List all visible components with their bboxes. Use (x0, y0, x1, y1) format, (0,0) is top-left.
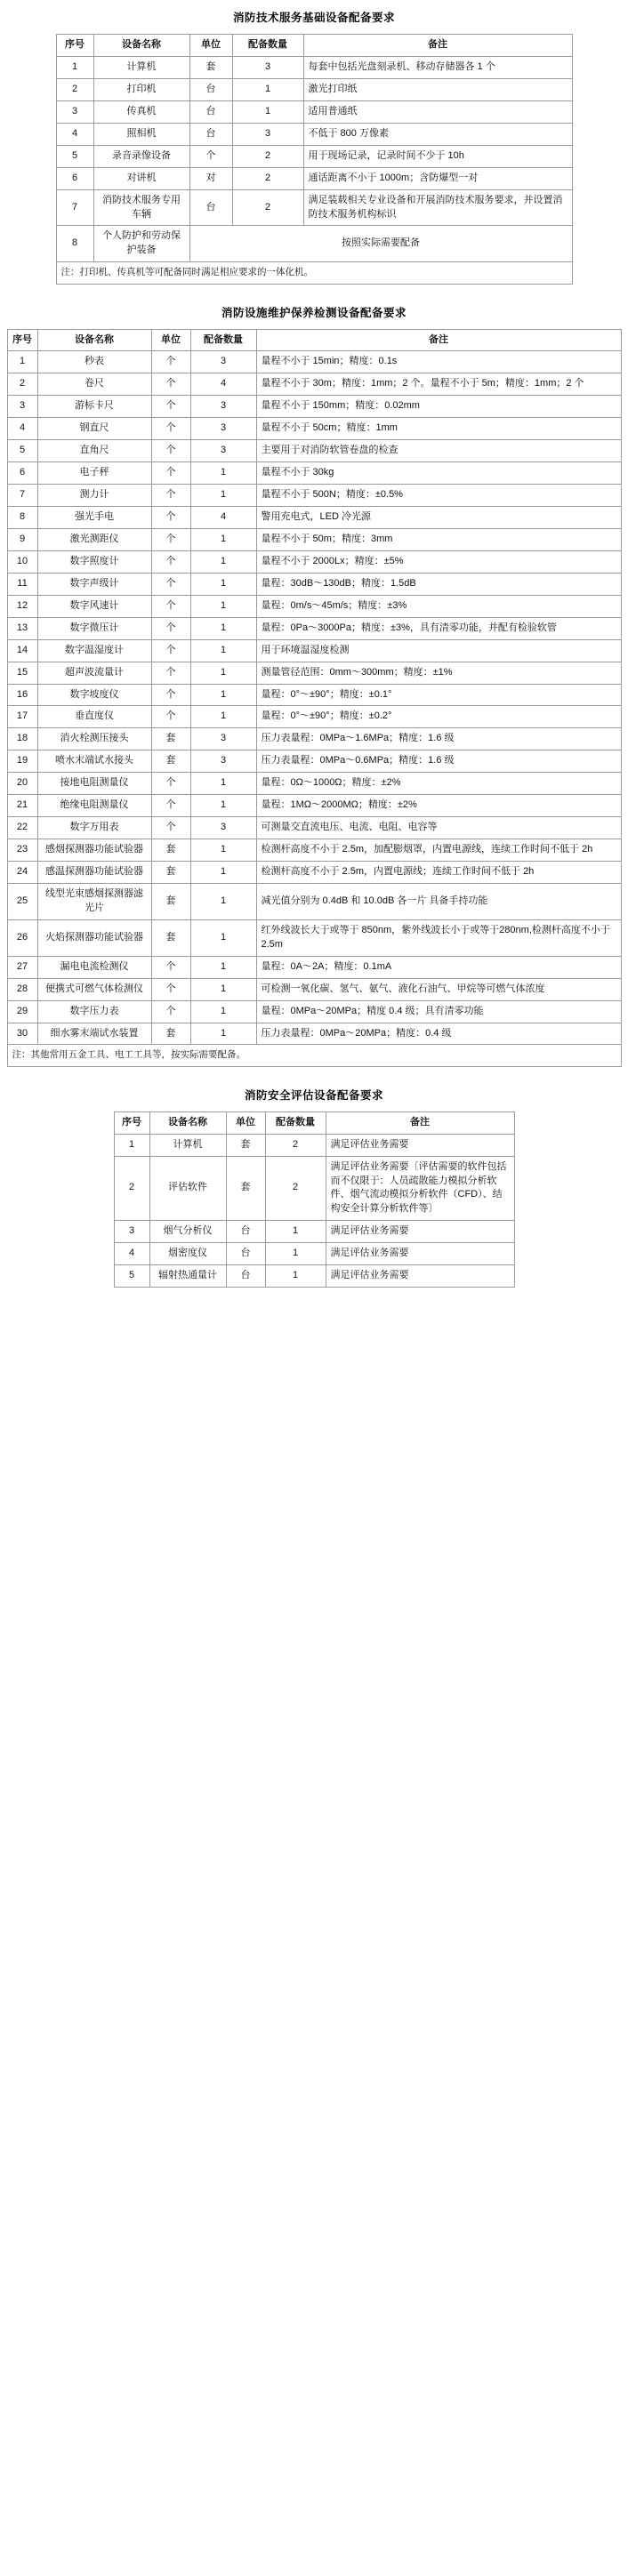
cell-quantity: 3 (232, 56, 303, 78)
cell-index: 1 (114, 1134, 149, 1156)
cell-remark: 量程：0MPa～20MPa；精度 0.4 级；具有清零功能 (256, 1000, 621, 1023)
cell-name: 激光测距仪 (37, 528, 151, 550)
cell-index: 5 (7, 440, 37, 462)
cell-quantity: 1 (190, 883, 256, 919)
cell-name: 数字风速计 (37, 595, 151, 617)
table-row (114, 1243, 514, 1265)
cell-unit: 个 (151, 528, 190, 550)
table-wrapper-2 (0, 329, 628, 1067)
col-header-name: 设备名称 (93, 35, 189, 57)
cell-index: 25 (7, 883, 37, 919)
cell-quantity: 1 (190, 795, 256, 817)
cell-quantity: 4 (190, 507, 256, 529)
cell-unit: 套 (151, 839, 190, 862)
col-header-remark: 备注 (326, 1111, 514, 1134)
cell-unit: 个 (151, 550, 190, 573)
cell-quantity: 3 (232, 123, 303, 145)
table-row (7, 839, 621, 862)
col-header-unit: 单位 (151, 329, 190, 351)
cell-unit: 个 (151, 573, 190, 595)
cell-unit: 台 (189, 189, 232, 226)
table-row (7, 418, 621, 440)
cell-unit: 个 (151, 817, 190, 839)
cell-index: 15 (7, 662, 37, 684)
cell-unit: 个 (151, 440, 190, 462)
col-header-unit: 单位 (226, 1111, 265, 1134)
cell-unit: 个 (189, 145, 232, 167)
cell-unit: 台 (226, 1221, 265, 1243)
cell-quantity: 1 (190, 956, 256, 978)
cell-unit: 个 (151, 595, 190, 617)
cell-unit: 个 (151, 684, 190, 706)
cell-quantity: 1 (190, 573, 256, 595)
cell-name: 评估软件 (149, 1156, 226, 1221)
cell-quantity: 1 (190, 862, 256, 884)
cell-remark: 量程：0Pa～3000Pa；精度：±3%，具有清零功能，并配有检验软管 (256, 617, 621, 639)
table-row (114, 1156, 514, 1221)
cell-index: 5 (114, 1265, 149, 1288)
cell-name: 消防技术服务专用车辆 (93, 189, 189, 226)
cell-name: 漏电电流检测仪 (37, 956, 151, 978)
table-row (56, 145, 572, 167)
cell-name: 录音录像设备 (93, 145, 189, 167)
cell-index: 8 (56, 226, 93, 262)
cell-unit: 个 (151, 639, 190, 662)
cell-remark: 量程不小于 30m；精度：1mm；2 个。量程不小于 5m；精度：1mm；2 个 (256, 373, 621, 396)
cell-name: 感温探测器功能试验器 (37, 862, 151, 884)
cell-quantity: 1 (190, 706, 256, 728)
cell-index: 16 (7, 684, 37, 706)
table-row (7, 728, 621, 750)
cell-index: 3 (7, 396, 37, 418)
table-row (7, 595, 621, 617)
cell-name: 细水雾末端试水装置 (37, 1023, 151, 1045)
cell-name: 钢直尺 (37, 418, 151, 440)
cell-unit: 套 (151, 728, 190, 750)
cell-unit: 台 (226, 1243, 265, 1265)
cell-name: 卷尺 (37, 373, 151, 396)
cell-remark: 减光值分别为 0.4dB 和 10.0dB 各一片 具备手持功能 (256, 883, 621, 919)
table-row (7, 862, 621, 884)
table-row (7, 773, 621, 795)
cell-index: 7 (7, 485, 37, 507)
col-header-quantity: 配备数量 (265, 1111, 326, 1134)
col-header-remark: 备注 (256, 329, 621, 351)
cell-name: 数字压力表 (37, 1000, 151, 1023)
cell-unit: 个 (151, 485, 190, 507)
cell-remark: 量程：0m/s～45m/s；精度：±3% (256, 595, 621, 617)
cell-index: 3 (56, 100, 93, 123)
cell-quantity: 1 (190, 462, 256, 485)
cell-name: 直角尺 (37, 440, 151, 462)
cell-unit: 个 (151, 956, 190, 978)
cell-remark: 不低于 800 万像素 (303, 123, 572, 145)
section-title-3: 消防安全评估设备配备要求 (244, 1088, 383, 1102)
cell-name: 数字温湿度计 (37, 639, 151, 662)
cell-quantity: 1 (265, 1265, 326, 1288)
cell-index: 13 (7, 617, 37, 639)
cell-remark: 测量管径范围：0mm～300mm；精度：±1% (256, 662, 621, 684)
cell-index: 28 (7, 978, 37, 1000)
cell-unit: 套 (226, 1134, 265, 1156)
document-page (0, 9, 628, 1304)
cell-unit: 个 (151, 462, 190, 485)
cell-index: 20 (7, 773, 37, 795)
cell-unit: 个 (151, 396, 190, 418)
cell-unit: 个 (151, 351, 190, 373)
cell-name: 接地电阻测量仪 (37, 773, 151, 795)
cell-index: 19 (7, 750, 37, 773)
table-row (56, 189, 572, 226)
cell-remark: 按照实际需要配备 (189, 226, 572, 262)
table-row (7, 750, 621, 773)
table-row (7, 485, 621, 507)
table-row (7, 396, 621, 418)
cell-name: 超声波流量计 (37, 662, 151, 684)
cell-quantity: 3 (190, 351, 256, 373)
table-row (56, 78, 572, 100)
cell-quantity: 3 (190, 418, 256, 440)
cell-name: 数字微压计 (37, 617, 151, 639)
table-row (7, 1000, 621, 1023)
cell-index: 27 (7, 956, 37, 978)
cell-index: 26 (7, 919, 37, 956)
table-row (7, 684, 621, 706)
cell-quantity: 4 (190, 373, 256, 396)
table-row (114, 1134, 514, 1156)
table-row (7, 351, 621, 373)
table-row (7, 662, 621, 684)
cell-remark: 量程：30dB～130dB；精度：1.5dB (256, 573, 621, 595)
cell-index: 2 (7, 373, 37, 396)
cell-quantity: 2 (265, 1156, 326, 1221)
cell-name: 数字万用表 (37, 817, 151, 839)
table-row (114, 1221, 514, 1243)
cell-index: 17 (7, 706, 37, 728)
cell-remark: 检测杆高度不小于 2.5m，加配膨烟罩，内置电源线，连续工作时间不低于 2h (256, 839, 621, 862)
cell-quantity: 1 (265, 1221, 326, 1243)
table-row (56, 56, 572, 78)
cell-name: 个人防护和劳动保护装备 (93, 226, 189, 262)
cell-quantity: 3 (190, 817, 256, 839)
cell-remark: 满足评估业务需要〔评估需要的软件包括而不仅限于：人员疏散能力模拟分析软件、烟气流动模拟分析软件（CFD）、结构安全计算分析软件等〕 (326, 1156, 514, 1221)
cell-quantity: 2 (232, 189, 303, 226)
cell-unit: 台 (226, 1265, 265, 1288)
table-row (7, 507, 621, 529)
cell-quantity: 3 (190, 750, 256, 773)
cell-index: 24 (7, 862, 37, 884)
table-row (7, 462, 621, 485)
cell-quantity: 1 (190, 684, 256, 706)
cell-index: 6 (7, 462, 37, 485)
cell-name: 测力计 (37, 485, 151, 507)
cell-remark: 量程不小于 500N；精度：±0.5% (256, 485, 621, 507)
cell-quantity: 1 (190, 639, 256, 662)
cell-quantity: 1 (190, 1023, 256, 1045)
cell-remark: 用于现场记录，记录时间不少于 10h (303, 145, 572, 167)
cell-unit: 个 (151, 795, 190, 817)
cell-quantity: 3 (190, 440, 256, 462)
cell-quantity: 1 (190, 919, 256, 956)
cell-name: 游标卡尺 (37, 396, 151, 418)
cell-quantity: 1 (190, 662, 256, 684)
table-row (7, 817, 621, 839)
cell-quantity: 1 (232, 100, 303, 123)
cell-remark: 量程：1MΩ～2000MΩ；精度：±2% (256, 795, 621, 817)
cell-quantity: 1 (190, 528, 256, 550)
equipment-table-basic (56, 34, 573, 285)
cell-index: 4 (114, 1243, 149, 1265)
cell-unit: 台 (189, 100, 232, 123)
cell-name: 照相机 (93, 123, 189, 145)
cell-unit: 个 (151, 617, 190, 639)
cell-quantity: 2 (232, 167, 303, 189)
cell-name: 电子秤 (37, 462, 151, 485)
table-header-row (7, 329, 621, 351)
cell-quantity: 1 (190, 485, 256, 507)
table-row (56, 226, 572, 262)
cell-unit: 个 (151, 706, 190, 728)
cell-name: 数字声级计 (37, 573, 151, 595)
cell-quantity: 1 (190, 773, 256, 795)
table-row (7, 978, 621, 1000)
cell-index: 7 (56, 189, 93, 226)
cell-remark: 满足评估业务需要 (326, 1221, 514, 1243)
cell-index: 10 (7, 550, 37, 573)
table-row (7, 373, 621, 396)
cell-remark: 可检测一氧化碳、氢气、氨气、液化石油气、甲烷等可燃气体浓度 (256, 978, 621, 1000)
cell-name: 绝缘电阻测量仪 (37, 795, 151, 817)
cell-unit: 套 (151, 883, 190, 919)
table-row (7, 528, 621, 550)
cell-unit: 个 (151, 662, 190, 684)
cell-name: 计算机 (149, 1134, 226, 1156)
col-header-index: 序号 (7, 329, 37, 351)
cell-quantity: 1 (190, 839, 256, 862)
cell-name: 烟密度仪 (149, 1243, 226, 1265)
cell-index: 14 (7, 639, 37, 662)
cell-index: 4 (7, 418, 37, 440)
cell-quantity: 3 (190, 396, 256, 418)
col-header-unit: 单位 (189, 35, 232, 57)
cell-remark: 满足评估业务需要 (326, 1134, 514, 1156)
table-row (7, 956, 621, 978)
cell-unit: 个 (151, 1000, 190, 1023)
cell-index: 2 (56, 78, 93, 100)
col-header-index: 序号 (114, 1111, 149, 1134)
cell-remark: 激光打印纸 (303, 78, 572, 100)
cell-remark: 通话距离不小于 1000m；含防爆型一对 (303, 167, 572, 189)
cell-quantity: 3 (190, 728, 256, 750)
cell-remark: 量程：0Ω～1000Ω；精度：±2% (256, 773, 621, 795)
cell-unit: 套 (189, 56, 232, 78)
cell-name: 辐射热通量计 (149, 1265, 226, 1288)
cell-name: 线型光束感烟探测器滤光片 (37, 883, 151, 919)
cell-index: 30 (7, 1023, 37, 1045)
table-header-row (114, 1111, 514, 1134)
cell-name: 烟气分析仪 (149, 1221, 226, 1243)
equipment-table-maintenance (7, 329, 622, 1067)
cell-unit: 套 (151, 750, 190, 773)
cell-unit: 套 (151, 862, 190, 884)
cell-quantity: 1 (190, 978, 256, 1000)
cell-unit: 个 (151, 373, 190, 396)
section-title-2: 消防设施维护保养检测设备配备要求 (221, 306, 407, 319)
cell-index: 1 (56, 56, 93, 78)
cell-name: 秒表 (37, 351, 151, 373)
col-header-name: 设备名称 (149, 1111, 226, 1134)
table-note-row (7, 1045, 621, 1066)
table-row (7, 550, 621, 573)
cell-name: 打印机 (93, 78, 189, 100)
table-row (56, 167, 572, 189)
cell-remark: 量程不小于 30kg (256, 462, 621, 485)
cell-unit: 个 (151, 418, 190, 440)
cell-name: 强光手电 (37, 507, 151, 529)
cell-index: 22 (7, 817, 37, 839)
cell-remark: 检测杆高度不小于 2.5m，内置电源线；连续工作时间不低于 2h (256, 862, 621, 884)
cell-index: 18 (7, 728, 37, 750)
cell-quantity: 1 (190, 617, 256, 639)
table-row (56, 123, 572, 145)
table-wrapper-1 (0, 34, 628, 285)
cell-unit: 台 (189, 78, 232, 100)
cell-remark: 量程不小于 150mm；精度：0.02mm (256, 396, 621, 418)
table-wrapper-3 (0, 1111, 628, 1288)
equipment-table-assessment (114, 1111, 515, 1288)
cell-name: 数字坡度仪 (37, 684, 151, 706)
cell-index: 2 (114, 1156, 149, 1221)
table-row (7, 795, 621, 817)
cell-index: 21 (7, 795, 37, 817)
cell-remark: 量程不小于 50m；精度：3mm (256, 528, 621, 550)
cell-name: 感烟探测器功能试验器 (37, 839, 151, 862)
cell-name: 对讲机 (93, 167, 189, 189)
cell-quantity: 1 (232, 78, 303, 100)
cell-unit: 台 (189, 123, 232, 145)
table-row (7, 573, 621, 595)
cell-name: 垂直度仪 (37, 706, 151, 728)
cell-unit: 个 (151, 773, 190, 795)
cell-quantity: 1 (190, 1000, 256, 1023)
table-row (7, 1023, 621, 1045)
cell-remark: 可测量交直流电压、电流、电阻、电容等 (256, 817, 621, 839)
cell-index: 29 (7, 1000, 37, 1023)
table-note-row (56, 262, 572, 284)
cell-unit: 个 (151, 978, 190, 1000)
cell-remark: 压力表量程：0MPa～1.6MPa；精度：1.6 级 (256, 728, 621, 750)
table-note: 注：打印机、传真机等可配备同时满足相应要求的一体化机。 (56, 262, 572, 284)
cell-name: 数字照度计 (37, 550, 151, 573)
cell-remark: 红外线波长大于或等于 850nm，紫外线波长小于或等于280nm,检测杆高度不小于 2.5m (256, 919, 621, 956)
cell-unit: 个 (151, 507, 190, 529)
cell-unit: 套 (151, 919, 190, 956)
cell-name: 计算机 (93, 56, 189, 78)
cell-name: 喷水末端试水接头 (37, 750, 151, 773)
table-row (7, 440, 621, 462)
table-row (56, 100, 572, 123)
col-header-quantity: 配备数量 (232, 35, 303, 57)
cell-index: 8 (7, 507, 37, 529)
cell-remark: 满足评估业务需要 (326, 1265, 514, 1288)
cell-index: 5 (56, 145, 93, 167)
table-note: 注：其他常用五金工具、电工工具等，按实际需要配备。 (7, 1045, 621, 1066)
table-row (7, 919, 621, 956)
cell-remark: 适用普通纸 (303, 100, 572, 123)
cell-unit: 套 (226, 1156, 265, 1221)
cell-quantity: 1 (190, 550, 256, 573)
cell-quantity: 1 (190, 595, 256, 617)
col-header-name: 设备名称 (37, 329, 151, 351)
cell-index: 11 (7, 573, 37, 595)
table-row (7, 883, 621, 919)
table-row (7, 639, 621, 662)
cell-unit: 对 (189, 167, 232, 189)
col-header-remark: 备注 (303, 35, 572, 57)
cell-remark: 量程：0A～2A；精度：0.1mA (256, 956, 621, 978)
cell-quantity: 1 (265, 1243, 326, 1265)
col-header-quantity: 配备数量 (190, 329, 256, 351)
cell-index: 3 (114, 1221, 149, 1243)
cell-name: 便携式可燃气体检测仪 (37, 978, 151, 1000)
cell-index: 1 (7, 351, 37, 373)
cell-quantity: 2 (265, 1134, 326, 1156)
cell-index: 4 (56, 123, 93, 145)
cell-remark: 量程不小于 50cm；精度：1mm (256, 418, 621, 440)
table-row (114, 1265, 514, 1288)
cell-remark: 主要用于对消防软管卷盘的检查 (256, 440, 621, 462)
cell-remark: 压力表量程：0MPa～20MPa；精度：0.4 级 (256, 1023, 621, 1045)
cell-name: 消火栓测压接头 (37, 728, 151, 750)
cell-index: 6 (56, 167, 93, 189)
cell-index: 12 (7, 595, 37, 617)
cell-remark: 用于环境温湿度检测 (256, 639, 621, 662)
cell-index: 23 (7, 839, 37, 862)
section-title-1: 消防技术服务基础设备配备要求 (232, 12, 395, 24)
table-header-row (56, 35, 572, 57)
cell-unit: 套 (151, 1023, 190, 1045)
table-row (7, 706, 621, 728)
cell-remark: 压力表量程：0MPa～0.6MPa；精度：1.6 级 (256, 750, 621, 773)
col-header-index: 序号 (56, 35, 93, 57)
cell-remark: 满足评估业务需要 (326, 1243, 514, 1265)
cell-quantity: 2 (232, 145, 303, 167)
cell-remark: 警用充电式，LED 冷光源 (256, 507, 621, 529)
cell-name: 传真机 (93, 100, 189, 123)
cell-remark: 量程不小于 15min；精度：0.1s (256, 351, 621, 373)
cell-remark: 每套中包括光盘刻录机、移动存储器各 1 个 (303, 56, 572, 78)
cell-remark: 量程不小于 2000Lx；精度：±5% (256, 550, 621, 573)
cell-remark: 量程：0°～±90°；精度：±0.2° (256, 706, 621, 728)
cell-remark: 满足装载相关专业设备和开展消防技术服务要求，并设置消防技术服务机构标识 (303, 189, 572, 226)
cell-remark: 量程：0°～±90°；精度：±0.1° (256, 684, 621, 706)
cell-name: 火焰探测器功能试验器 (37, 919, 151, 956)
cell-index: 9 (7, 528, 37, 550)
table-row (7, 617, 621, 639)
